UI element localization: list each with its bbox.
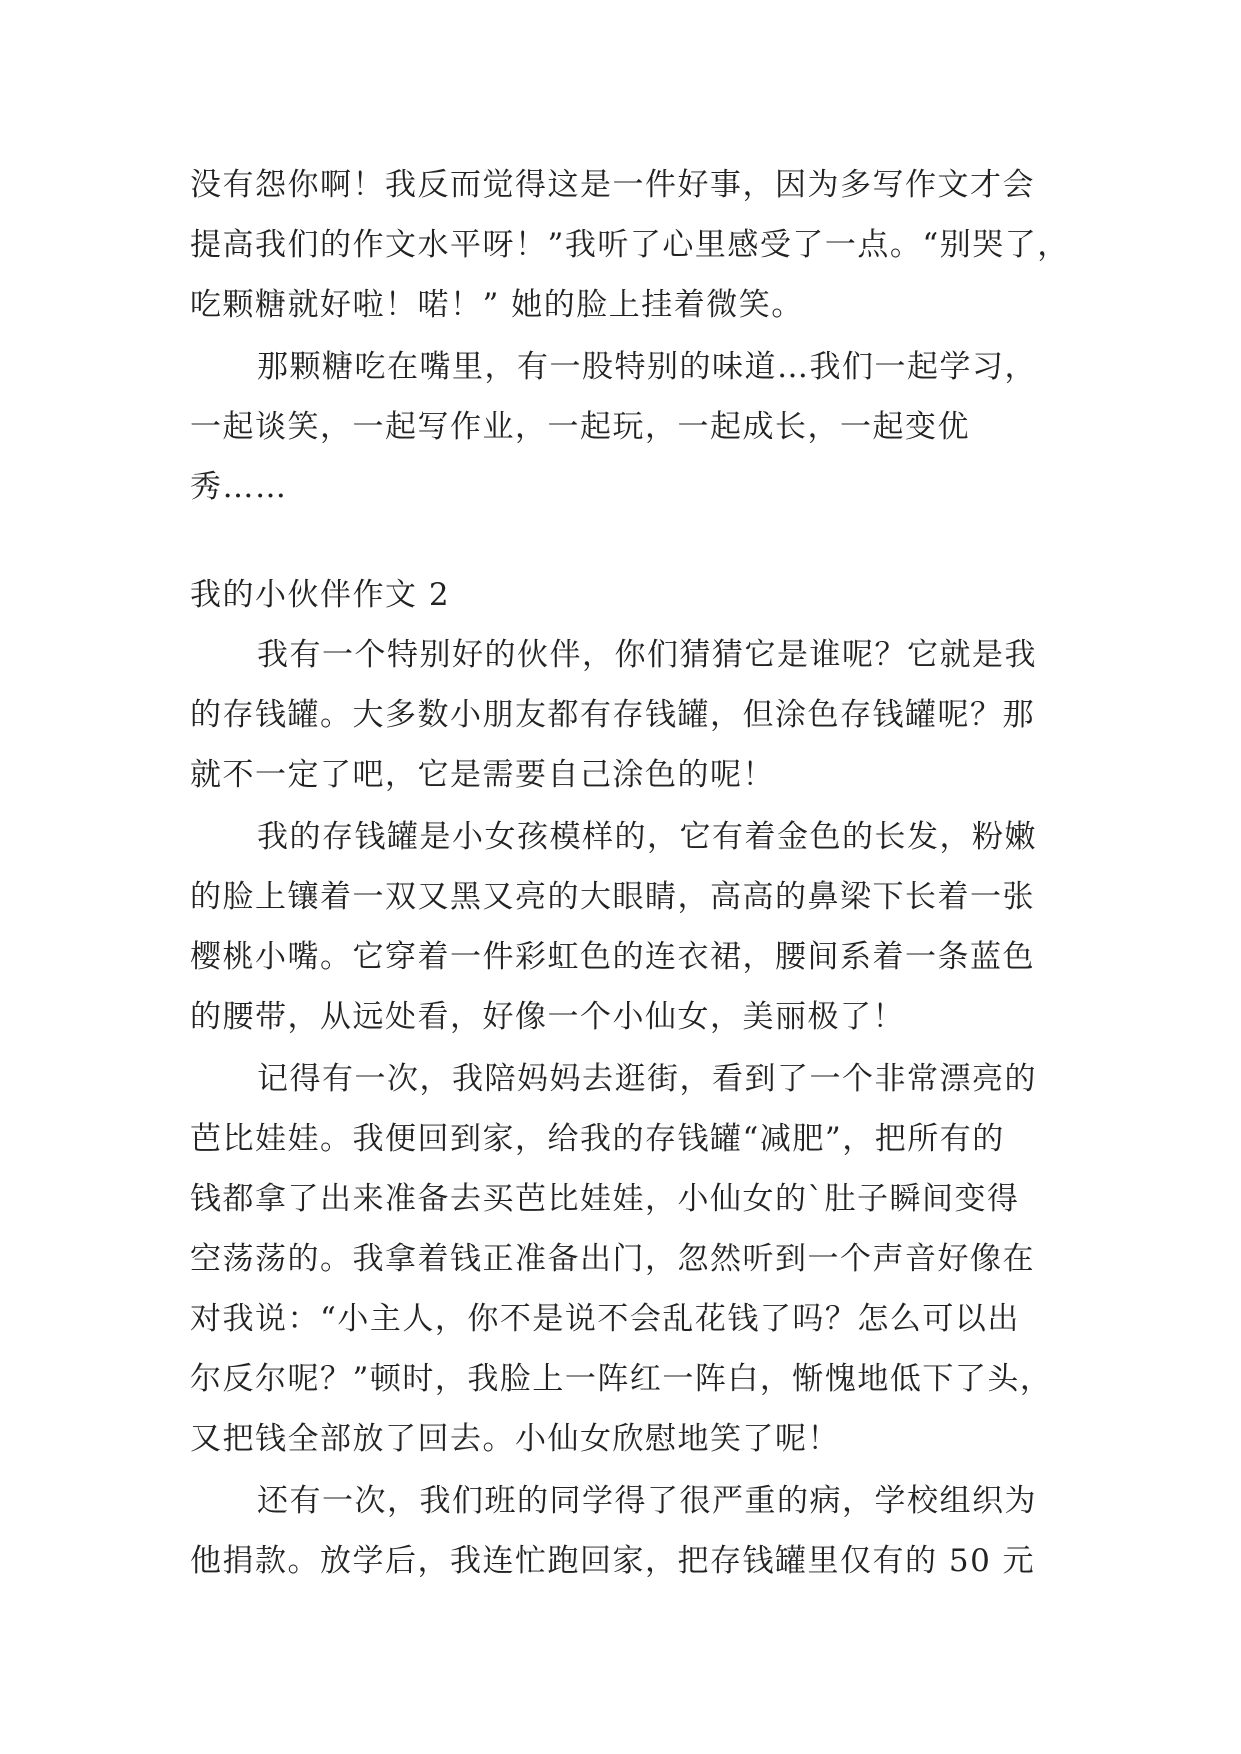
paragraph-start-line: 我的存钱罐是小女孩模样的，它有着金色的长发，粉嫩 bbox=[257, 819, 1037, 855]
section-heading: 我的小伙伴作文 2 bbox=[190, 577, 451, 613]
text-line: 又把钱全部放了回去。小仙女欣慰地笑了呢！ bbox=[190, 1421, 840, 1457]
text-line: 空荡荡的。我拿着钱正准备出门，忽然听到一个声音好像在 bbox=[190, 1241, 1035, 1277]
text-line: 就不一定了吧，它是需要自己涂色的呢！ bbox=[190, 757, 775, 793]
paragraph-start-line: 还有一次，我们班的同学得了很严重的病，学校组织为 bbox=[257, 1483, 1037, 1519]
text-line: 尔反尔呢？”顿时，我脸上一阵红一阵白，惭愧地低下了头， bbox=[190, 1361, 1053, 1397]
paragraph-start-line: 记得有一次，我陪妈妈去逛街，看到了一个非常漂亮的 bbox=[257, 1061, 1037, 1097]
text-line: 一起谈笑，一起写作业，一起玩，一起成长，一起变优 bbox=[190, 409, 970, 445]
text-line: 钱都拿了出来准备去买芭比娃娃，小仙女的`肚子瞬间变得 bbox=[190, 1181, 1020, 1217]
text-line: 没有怨你啊！我反而觉得这是一件好事，因为多写作文才会 bbox=[190, 167, 1035, 203]
paragraph-start-line: 那颗糖吃在嘴里，有一股特别的味道…我们一起学习， bbox=[257, 349, 1037, 385]
text-line: 的腰带，从远处看，好像一个小仙女，美丽极了！ bbox=[190, 999, 905, 1035]
text-line: 他捐款。放学后，我连忙跑回家，把存钱罐里仅有的 50 元 bbox=[190, 1543, 1036, 1579]
text-line: 的存钱罐。大多数小朋友都有存钱罐，但涂色存钱罐呢？那 bbox=[190, 697, 1035, 733]
text-line: 芭比娃娃。我便回到家，给我的存钱罐“减肥”，把所有的 bbox=[190, 1121, 1005, 1157]
text-line: 提高我们的作文水平呀！”我听了心里感受了一点。“别哭了， bbox=[190, 227, 1070, 263]
text-line: 秀…… bbox=[190, 469, 288, 505]
text-line: 的脸上镶着一双又黑又亮的大眼睛，高高的鼻梁下长着一张 bbox=[190, 879, 1035, 915]
text-line: 樱桃小嘴。它穿着一件彩虹色的连衣裙，腰间系着一条蓝色 bbox=[190, 939, 1035, 975]
paragraph-start-line: 我有一个特别好的伙伴，你们猜猜它是谁呢？它就是我 bbox=[257, 637, 1037, 673]
text-line: 对我说：“小主人，你不是说不会乱花钱了吗？怎么可以出 bbox=[190, 1301, 1020, 1337]
text-line: 吃颗糖就好啦！喏！” 她的脸上挂着微笑。 bbox=[190, 287, 804, 323]
